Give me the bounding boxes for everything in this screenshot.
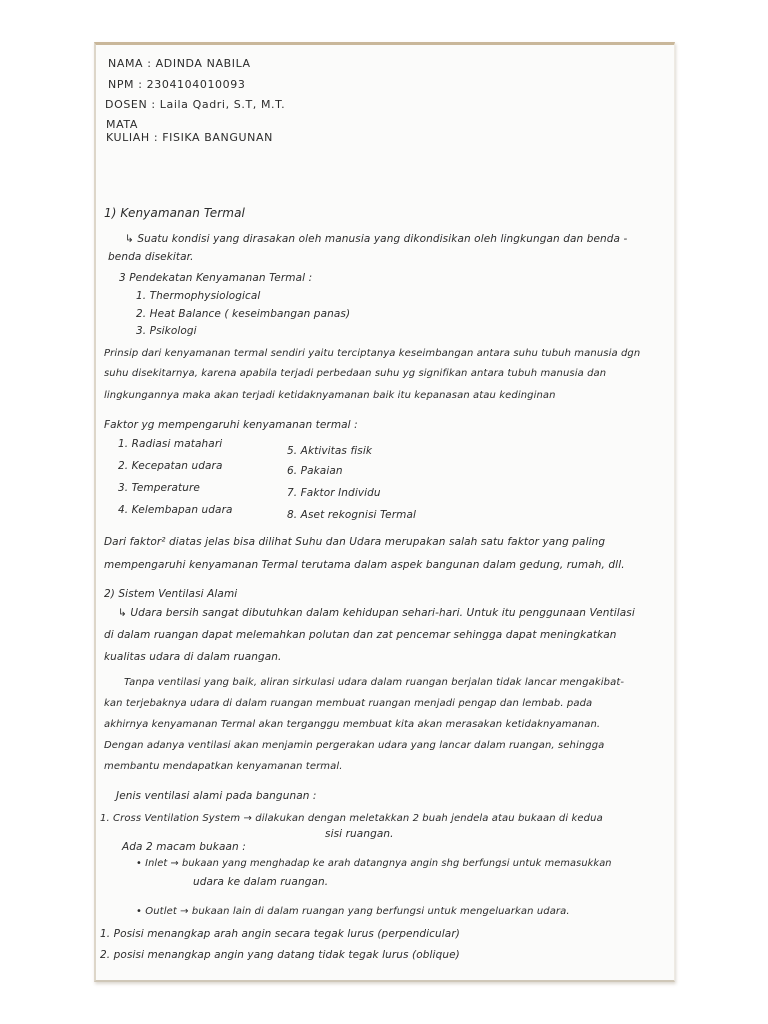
ventilation-paragraph-line: Tanpa ventilasi yang baik, aliran sirkulasi udara dalam ruangan berjalan tidak lancar mengakibat- (124, 677, 625, 688)
outlet-line: • Outlet → bukaan lain di dalam ruangan yang berfungsi untuk mengeluarkan udara. (136, 906, 570, 917)
section-heading-ventilation: 2) Sistem Ventilasi Alami (104, 588, 238, 600)
ventilation-paragraph-line: membantu mendapatkan kenyamanan termal. (104, 761, 343, 772)
conclusion-line: Dari faktor² diatas jelas bisa dilihat Suhu dan Udara merupakan salah satu faktor yang paling (104, 536, 606, 548)
factor-item: 7. Faktor Individu (287, 487, 381, 499)
ventilation-paragraph-line: ↳ Udara bersih sangat dibutuhkan dalam kehidupan sehari-hari. Untuk itu penggunaan Ventilasi (118, 607, 635, 619)
inlet-line: udara ke dalam ruangan. (193, 876, 329, 888)
definition-line: ↳ Suatu kondisi yang dirasakan oleh manusia yang dikondisikan oleh lingkungan dan benda - (125, 233, 628, 245)
factor-item: 6. Pakaian (287, 465, 343, 477)
cross-ventilation-line: 1. Cross Ventilation System → dilakukan dengan meletakkan 2 buah jendela atau bukaan di kedua (100, 813, 603, 824)
course-name: KULIAH : FISIKA BANGUNAN (106, 131, 273, 144)
inlet-line: • Inlet → bukaan yang menghadap ke arah datangnya angin shg berfungsi untuk memasukkan (136, 858, 612, 869)
position-item: 2. posisi menangkap angin yang datang tidak tegak lurus (oblique) (100, 949, 460, 961)
approach-item: 2. Heat Balance ( keseimbangan panas) (136, 308, 351, 320)
section-heading-thermal-comfort: 1) Kenyamanan Termal (104, 206, 245, 220)
factor-item: 1. Radiasi matahari (118, 438, 223, 450)
opening-types-title: Ada 2 macam bukaan : (122, 841, 246, 853)
position-item: 1. Posisi menangkap arah angin secara tegak lurus (perpendicular) (100, 928, 460, 940)
ventilation-paragraph-line: akhirnya kenyamanan Termal akan terganggu membuat kita akan merasakan ketidaknyamanan. (104, 719, 601, 730)
factor-item: 5. Aktivitas fisik (287, 445, 373, 457)
approach-item: 1. Thermophysiological (136, 290, 261, 302)
factors-title: Faktor yg mempengaruhi kenyamanan termal : (104, 419, 358, 431)
ventilation-paragraph-line: kan terjebaknya udara di dalam ruangan membuat ruangan menjadi pengap dan lembab. pada (104, 698, 593, 709)
factor-item: 8. Aset rekognisi Termal (287, 509, 417, 521)
ventilation-types-title: Jenis ventilasi alami pada bangunan : (116, 790, 317, 802)
lecturer-name: DOSEN : Laila Qadri, S.T, M.T. (105, 98, 286, 111)
ventilation-paragraph-line: kualitas udara di dalam ruangan. (104, 651, 282, 663)
conclusion-line: mempengaruhi kenyamanan Termal terutama dalam aspek bangunan dalam gedung, rumah, dll. (104, 559, 625, 571)
course-label-line1: MATA (106, 118, 138, 131)
approach-title: 3 Pendekatan Kenyamanan Termal : (119, 272, 313, 284)
ventilation-paragraph-line: Dengan adanya ventilasi akan menjamin pergerakan udara yang lancar dalam ruangan, sehingga (104, 740, 605, 751)
ventilation-paragraph-line: di dalam ruangan dapat melemahkan polutan dan zat pencemar sehingga dapat meningkatkan (104, 629, 617, 641)
cross-ventilation-line: sisi ruangan. (325, 828, 394, 840)
student-name: NAMA : ADINDA NABILA (108, 57, 251, 70)
definition-line: benda disekitar. (108, 251, 194, 263)
principle-line: suhu disekitarnya, karena apabila terjadi perbedaan suhu yg signifikan antara tubuh manusia dan (104, 368, 607, 379)
factor-item: 3. Temperature (118, 482, 200, 494)
approach-item: 3. Psikologi (136, 325, 197, 337)
principle-line: Prinsip dari kenyamanan termal sendiri yaitu terciptanya keseimbangan antara suhu tubuh manusia dgn (104, 348, 641, 359)
principle-line: lingkungannya maka akan terjadi ketidaknyamanan baik itu kepanasan atau kedinginan (104, 390, 556, 401)
factor-item: 2. Kecepatan udara (118, 460, 223, 472)
factor-item: 4. Kelembapan udara (118, 504, 233, 516)
student-npm: NPM : 2304104010093 (108, 78, 246, 91)
